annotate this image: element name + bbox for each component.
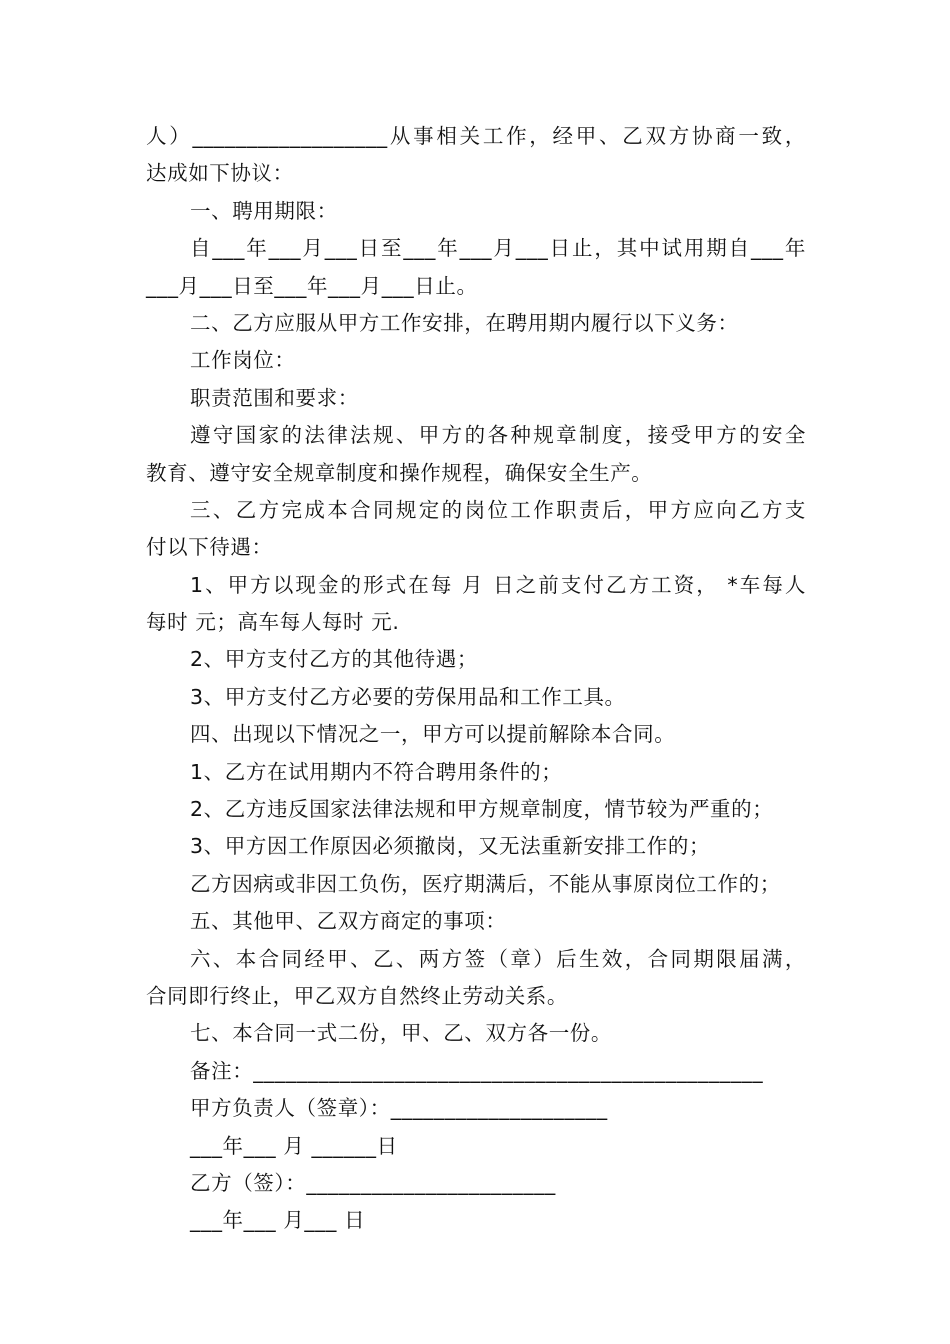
- document-line: 乙方因病或非因工负伤，医疗期满后，不能从事原岗位工作的；: [190, 871, 781, 896]
- document-line: 五、其他甲、乙双方商定的事项：: [190, 909, 507, 934]
- document-line: 一、聘用期限：: [190, 198, 338, 223]
- document-line: 遵守国家的法律法规、甲方的各种规章制度，接受甲方的安全: [190, 423, 806, 448]
- document-line: 四、出现以下情况之一，甲方可以提前解除本合同。: [190, 722, 676, 747]
- document-line: 备注：_______________________________________________: [190, 1058, 764, 1083]
- document-line: 人）__________________从事相关工作，经甲、乙双方协商一致，: [146, 124, 806, 148]
- document-line: ___年___ 月___ 日: [190, 1208, 366, 1233]
- document-line: 2、甲方支付乙方的其他待遇；: [190, 647, 478, 672]
- document-line: 付以下待遇：: [146, 535, 273, 560]
- document-line: 工作岗位：: [190, 348, 296, 373]
- document-line: 1、甲方以现金的形式在每 月 日之前支付乙方工资， *车每人: [190, 572, 806, 597]
- document-line: 乙方（签）：_______________________: [190, 1170, 556, 1195]
- document-line: 自___年___月___日至___年___月___日止，其中试用期自___年: [190, 236, 806, 261]
- document-line: 三、乙方完成本合同规定的岗位工作职责后，甲方应向乙方支: [190, 497, 806, 522]
- document-line: 2、乙方违反国家法律法规和甲方规章制度，情节较为严重的；: [190, 797, 774, 822]
- document-line: 教育、遵守安全规章制度和操作规程，确保安全生产。: [146, 460, 653, 485]
- document-line: 每时 元；高车每人每时 元.: [146, 610, 400, 635]
- document-line: 甲方负责人（签章）：____________________: [190, 1096, 608, 1121]
- document-line: ___月___日至___年___月___日止。: [146, 273, 478, 298]
- document-line: 二、乙方应服从甲方工作安排，在聘用期内履行以下义务：: [190, 310, 739, 335]
- document-line: 达成如下协议：: [146, 161, 294, 186]
- contract-document: [146, 118, 806, 1240]
- document-line: 3、甲方因工作原因必须撤岗，又无法重新安排工作的；: [190, 834, 711, 859]
- document-line: 六、本合同经甲、乙、两方签（章）后生效，合同期限届满，: [190, 946, 806, 971]
- document-line: 3、甲方支付乙方必要的劳保用品和工作工具。: [190, 684, 626, 709]
- document-line: ___年___ 月 ______日: [190, 1133, 398, 1158]
- document-line: 职责范围和要求：: [190, 385, 359, 410]
- document-line: 合同即行终止，甲乙双方自然终止劳动关系。: [146, 983, 568, 1008]
- document-line: 1、乙方在试用期内不符合聘用条件的；: [190, 759, 563, 784]
- document-line: 七、本合同一式二份，甲、乙、双方各一份。: [190, 1021, 612, 1046]
